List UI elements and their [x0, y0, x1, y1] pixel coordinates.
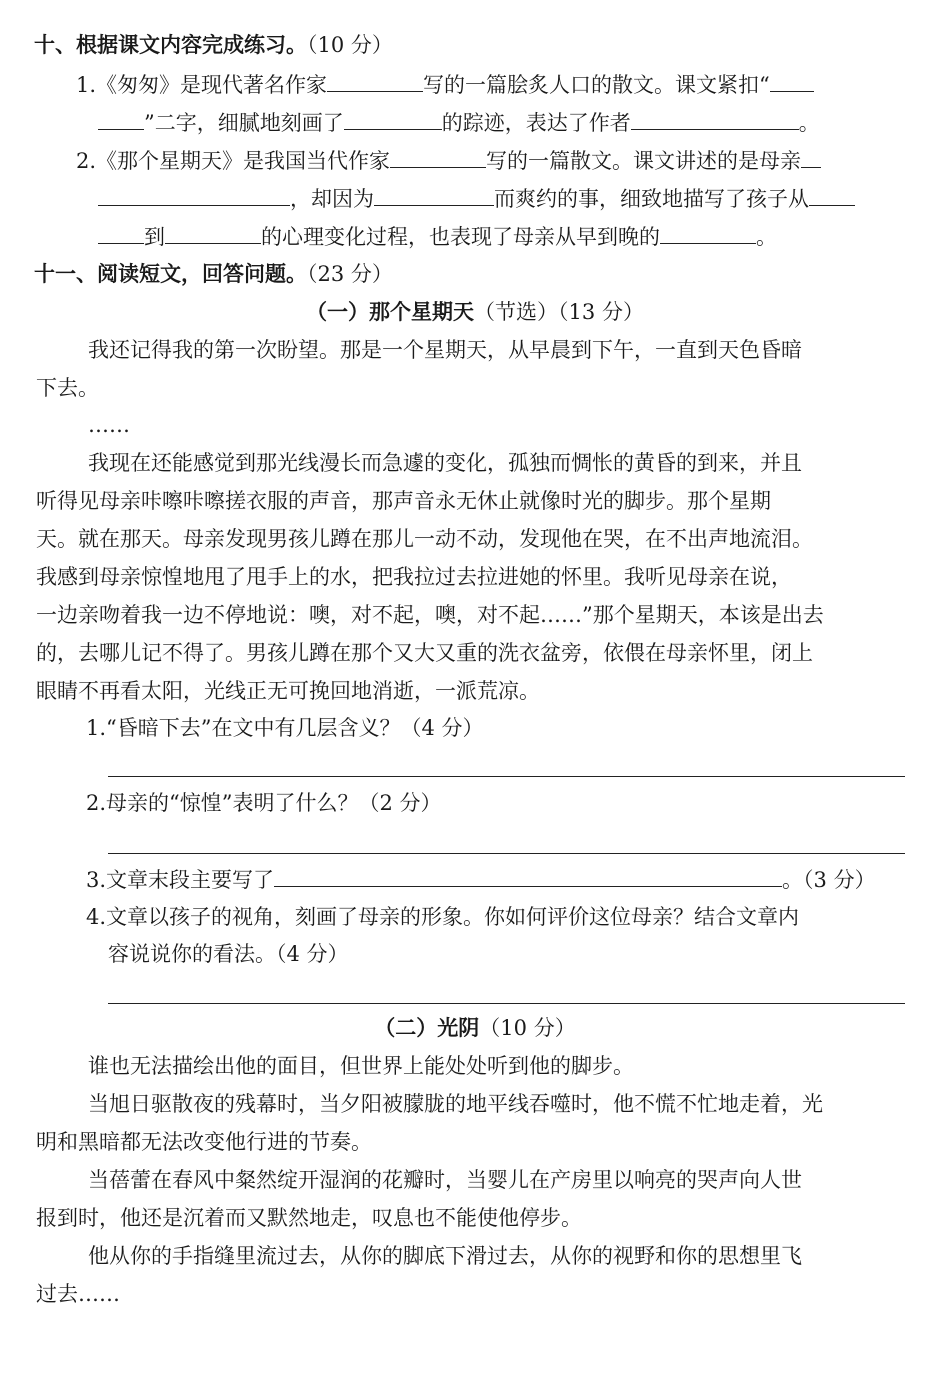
passage2-line: 明和黑暗都无法改变他行进的节奏。: [36, 1130, 372, 1154]
s10-q2-blank-promise-start[interactable]: [801, 145, 821, 168]
s10-q2-text-c: ，却因为: [290, 187, 374, 211]
s10-q2-line2: [98, 183, 855, 213]
s10-q2-blank-to[interactable]: [165, 221, 261, 244]
passage1-line: 一边亲吻着我一边不停地说：噢，对不起，噢，对不起……”那个星期天，本该是出去: [36, 603, 824, 627]
passage2-line: 谁也无法描绘出他的面目，但世界上能处处听到他的脚步。: [88, 1054, 634, 1078]
p1-q4-answer-line[interactable]: [108, 1003, 905, 1004]
passage2-line: 过去……: [36, 1282, 120, 1306]
s10-q1-text-d: 的踪迹，表达了作者: [441, 111, 631, 135]
s10-q2-blank-promise[interactable]: [98, 183, 290, 206]
passage1-line: 的，去哪儿记不得了。男孩儿蹲在那个又大又重的洗衣盆旁，依偎在母亲怀里，闭上: [36, 641, 813, 665]
s10-q1-text-b: 写的一篇脍炙人口的散文。课文紧扣“: [423, 73, 770, 97]
passage1-line: 眼睛不再看太阳，光线正无可挽回地消逝，一派荒凉。: [36, 679, 540, 703]
passage2-title: [0, 1013, 950, 1043]
s10-q2-text-a: 《那个星期天》是我国当代作家: [96, 149, 391, 173]
s10-q2-line3: [98, 221, 777, 251]
p1-q3-score: 。（3 分）: [782, 868, 876, 892]
passage1-line: 我还记得我的第一次盼望。那是一个星期天，从早晨到下午，一直到天色昏暗: [88, 338, 802, 362]
passage2-line: 他从你的手指缝里流过去，从你的脚底下滑过去，从你的视野和你的思想里飞: [88, 1244, 802, 1268]
section11-score: （23 分）: [307, 262, 393, 286]
p1-question-3: [86, 864, 876, 894]
s10-q2-num: 2.: [76, 149, 97, 173]
s10-q1-text-e: 。: [798, 111, 820, 135]
section10-heading: 十、根据课文内容完成练习。: [34, 33, 307, 57]
section10-heading-row: [34, 30, 393, 60]
p1-question-4: 4.文章以孩子的视角，刻画了母亲的形象。你如何评价这位母亲？结合文章内: [86, 905, 800, 929]
s10-q1-line1: [76, 69, 814, 99]
passage1-line: 天。就在那天。母亲发现男孩儿蹲在那儿一动不动，发现他在哭，在不出声地流泪。: [36, 527, 813, 551]
s10-q1-num: 1.: [76, 73, 97, 97]
passage1-title-note: （节选）: [474, 300, 559, 324]
s10-q1-text-c: ”二字，细腻地刻画了: [144, 111, 344, 135]
s10-q1-text-a: 《匆匆》是现代著名作家: [96, 73, 328, 97]
passage2-line: 当蓓蕾在春风中粲然绽开湿润的花瓣时，当婴儿在产房里以响亮的哭声向人世: [88, 1168, 802, 1192]
s10-q1-blank-feeling[interactable]: [631, 107, 799, 130]
s10-q2-text-b: 写的一篇散文。课文讲述的是母亲: [486, 149, 802, 173]
s10-q1-blank-trace[interactable]: [344, 107, 442, 130]
s10-q2-blank-mother[interactable]: [660, 221, 756, 244]
s10-q2-blank-author[interactable]: [390, 145, 486, 168]
passage1-line: 我感到母亲惊惶地甩了甩手上的水，把我拉过去拉进她的怀里。我听见母亲在说，: [36, 565, 792, 589]
s10-q1-blank-keyword-start[interactable]: [770, 69, 814, 92]
s10-q2-text-g: 。: [756, 225, 777, 249]
p1-q3-text: 3.文章末段主要写了: [86, 868, 275, 892]
passage2-title-score: （10 分）: [479, 1016, 576, 1040]
s10-q2-text-e: 到: [144, 225, 165, 249]
passage1-title-main: （一）那个星期天: [306, 300, 475, 324]
s10-q2-blank-from[interactable]: [98, 221, 144, 244]
section10-score: （10 分）: [307, 33, 393, 57]
passage2-line: 当旭日驱散夜的残幕时，当夕阳被朦胧的地平线吞噬时，他不慌不忙地走着，光: [88, 1092, 823, 1116]
p1-q1-answer-line[interactable]: [108, 776, 905, 777]
s10-q2-line1: [76, 145, 821, 175]
passage2-line: 报到时，他还是沉着而又默然地走，叹息也不能使他停步。: [36, 1206, 582, 1230]
s10-q2-blank-reason[interactable]: [374, 183, 494, 206]
s10-q2-text-f: 的心理变化过程，也表现了母亲从早到晚的: [261, 225, 660, 249]
passage1-line: 我现在还能感觉到那光线漫长而急遽的变化，孤独而惆怅的黄昏的到来，并且: [88, 451, 802, 475]
p1-q2-answer-line[interactable]: [108, 853, 905, 854]
s10-q1-blank-author[interactable]: [327, 69, 423, 92]
p1-question-4-cont: 容说说你的看法。（4 分）: [108, 942, 349, 966]
p1-question-2: 2.母亲的“惊惶”表明了什么？（2 分）: [86, 791, 442, 815]
s10-q2-text-d: 而爽约的事，细致地描写了孩子从: [494, 187, 809, 211]
passage1-ellipsis: ……: [88, 413, 130, 437]
passage2-title-main: （二）光阴: [374, 1016, 480, 1040]
p1-question-1: 1.“昏暗下去”在文中有几层含义？（4 分）: [86, 716, 484, 740]
section11-heading-row: [34, 259, 393, 289]
section11-heading: 十一、阅读短文，回答问题。: [34, 262, 307, 286]
passage1-line: 下去。: [36, 376, 99, 400]
p1-q3-answer-blank[interactable]: [274, 864, 782, 887]
passage1-line: 听得见母亲咔嚓咔嚓搓衣服的声音，那声音永无休止就像时光的脚步。那个星期: [36, 489, 771, 513]
s10-q2-blank-from-start[interactable]: [809, 183, 855, 206]
passage1-title: [0, 297, 950, 327]
s10-q1-blank-keyword-end[interactable]: [98, 107, 144, 130]
s10-q1-line2: [98, 107, 820, 137]
passage1-title-score: （13 分）: [558, 300, 644, 324]
